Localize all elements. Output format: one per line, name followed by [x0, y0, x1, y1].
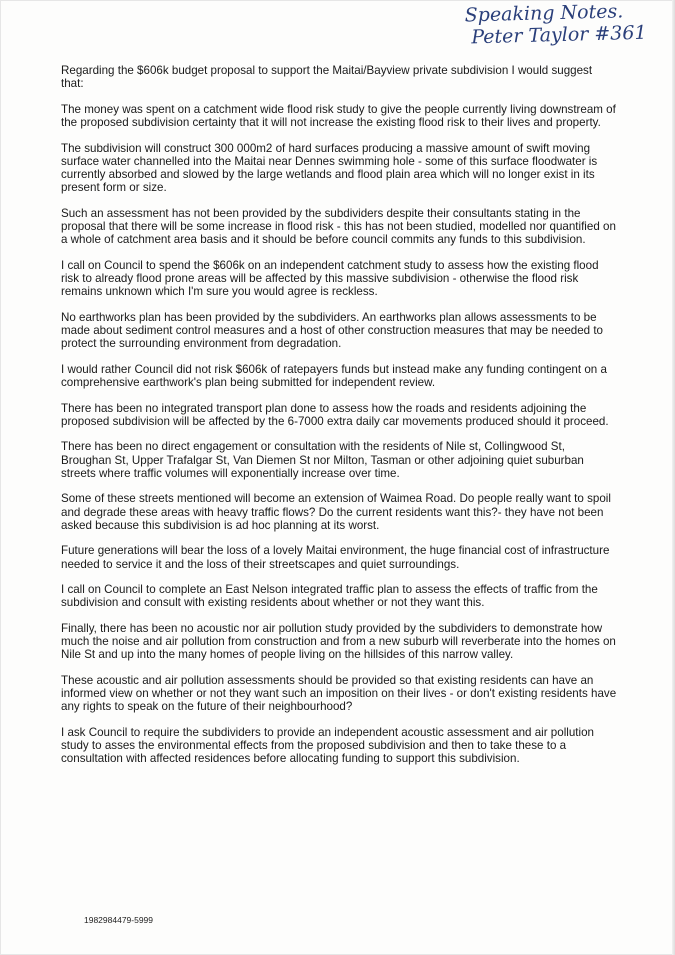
paragraph: There has been no integrated transport plan done to assess how the roads and residents adjoining the proposed subdivision will be affected by the 6-7000 extra daily car movements produced should it proceed.: [61, 401, 609, 428]
paragraph: Such an assessment has not been provided by the subdividers despite their consultants stating in the proposal that there will be some increase in flood risk - this has not been studied, modelled nor quantified on a whole of catchment area basis and it should be before council commits any funds to this subdivision.: [61, 206, 616, 247]
handwritten-note-line-2: Peter Taylor #361: [471, 21, 647, 49]
paragraph: Finally, there has been no acoustic nor air pollution study provided by the subdividers to demonstrate how much the noise and air pollution from construction and from a new suburb will reverberate into the homes on Nile St and up into the many homes of people living on the hillsides of this narrow valley.: [61, 621, 616, 662]
paragraph: The money was spent on a catchment wide flood risk study to give the people currently living downstream of the proposed subdivision certainty that it will not increase the existing flood risk to their lives and property.: [61, 102, 616, 129]
paragraph-intro: Regarding the $606k budget proposal to support the Maitai/Bayview private subdivision I would suggest that:: [61, 64, 593, 91]
paragraph-closing: I ask Council to require the subdividers to provide an independent acoustic assessment and air pollution study to asses the environmental effects from the proposed subdivision and then to take these to a consultation with affected residences before allocating funding to support this subdivision.: [61, 725, 594, 766]
paragraph: I call on Council to complete an East Nelson integrated traffic plan to assess the effects of traffic from the subdivision and consult with existing residents about whether or not they want this.: [61, 583, 598, 610]
paragraph: The subdivision will construct 300 000m2 of hard surfaces producing a massive amount of swift moving surface water channelled into the Maitai near Dennes swimming hole - some of this surface floodwater is currently absorbed and slowed by the large wetlands and flood plain area which will no longer exist in its present form or size.: [61, 141, 598, 195]
paragraph: I call on Council to spend the $606k on an independent catchment study to assess how the existing flood risk to already flood prone areas will be affected by this massive subdivision - otherwise the flood risk remains unknown which I'm sure you would agree is reckless.: [61, 258, 599, 299]
handwritten-note: [464, 0, 655, 48]
handwritten-note-line-1: Speaking Notes.: [464, 0, 624, 27]
paragraph: Some of these streets mentioned will become an extension of Waimea Road. Do people really want to spoil and degrade these areas with heavy traffic flows? Do the current residents want this?- they have not been asked because this subdivision is ad hoc planning at its worst.: [61, 492, 611, 532]
document-body: [61, 64, 617, 778]
paragraph: These acoustic and air pollution assessments should be provided so that existing residents can have an informed view on whether or not they want such an imposition on their lives - or don't existing residents have any rights to speak on the future of their neighbourhood?: [61, 673, 617, 714]
paragraph: There has been no direct engagement or consultation with the residents of Nile st, Collingwood St, Broughan St, Upper Trafalgar St, Van Diemen St nor Milton, Tasman or other adjoining quiet suburban streets where traffic volumes will exponentially increase over time.: [61, 440, 584, 480]
document-id: 1982984479-5999: [84, 915, 154, 925]
paragraph: No earthworks plan has been provided by the subdividers. An earthworks plan allows assessments to be made about sediment control measures and a host of other construction measures that may be needed to protect the surrounding environment from degradation.: [61, 310, 604, 351]
paragraph: I would rather Council did not risk $606k of ratepayers funds but instead make any funding contingent on a comprehensive earthwork's plan being submitted for independent review.: [61, 362, 607, 389]
paragraph: Future generations will bear the loss of a lovely Maitai environment, the huge financial cost of infrastructure needed to service it and the loss of their streetscapes and quiet surroundings.: [61, 544, 610, 571]
